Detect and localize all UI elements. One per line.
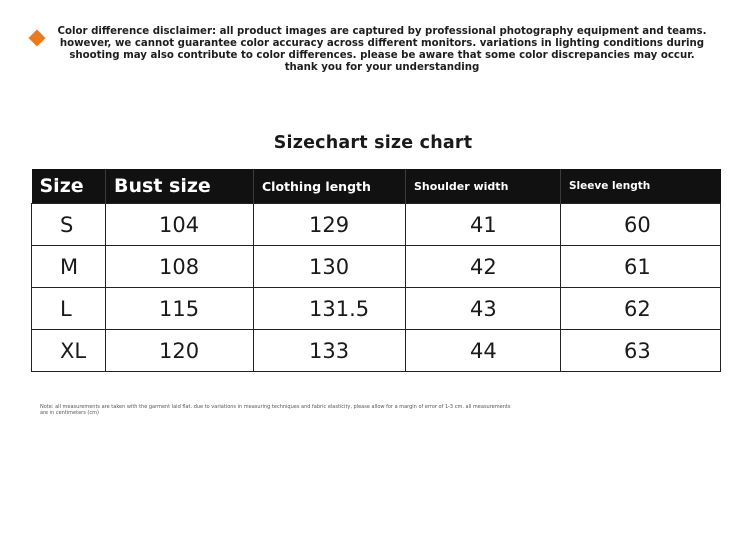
shoulder-width-cell: 42: [406, 246, 561, 288]
header-sleeve-length: Sleeve length: [561, 169, 721, 204]
sleeve-length-cell: 63: [561, 330, 721, 372]
shoulder-width-cell: 44: [406, 330, 561, 372]
clothing-length-cell: 133: [254, 330, 406, 372]
page-title: Sizechart size chart: [273, 133, 473, 153]
header-size: Size: [32, 169, 106, 204]
table-header-row: [32, 169, 721, 204]
table-row: [32, 246, 721, 288]
bust-cell: 115: [106, 288, 254, 330]
bust-cell: 108: [106, 246, 254, 288]
sleeve-length-cell: 60: [561, 204, 721, 246]
sleeve-length-cell: 61: [561, 246, 721, 288]
shoulder-width-cell: 43: [406, 288, 561, 330]
size-cell: L: [32, 288, 106, 330]
clothing-length-cell: 131.5: [254, 288, 406, 330]
header-clothing-length: Clothing length: [254, 169, 406, 204]
size-cell: XL: [32, 330, 106, 372]
shoulder-width-cell: 41: [406, 204, 561, 246]
table-row: [32, 330, 721, 372]
clothing-length-cell: 129: [254, 204, 406, 246]
header-bust-size: Bust size: [106, 169, 254, 204]
size-chart-table: [31, 169, 721, 372]
orange-diamond-icon: [29, 30, 46, 47]
bust-cell: 120: [106, 330, 254, 372]
clothing-length-cell: 130: [254, 246, 406, 288]
color-disclaimer: Color difference disclaimer: all product images are captured by professional photography equipment and teams. however, we cannot guarantee color accuracy across different monitors. variations in lighting conditions during shooting may also contribute to color differences. please be aware that some color discrepancies may occur. thank you for your understanding: [57, 26, 707, 73]
table-row: [32, 204, 721, 246]
sleeve-length-cell: 62: [561, 288, 721, 330]
measurement-note: Note: all measurements are taken with the garment laid flat. due to variations in measuring techniques and fabric elasticity, please allow for a margin of error of 1-3 cm. all measurements are in centimeters (cm): [40, 404, 511, 416]
bust-cell: 104: [106, 204, 254, 246]
size-cell: M: [32, 246, 106, 288]
header-shoulder-width: Shoulder width: [406, 169, 561, 204]
size-cell: S: [32, 204, 106, 246]
table-row: [32, 288, 721, 330]
